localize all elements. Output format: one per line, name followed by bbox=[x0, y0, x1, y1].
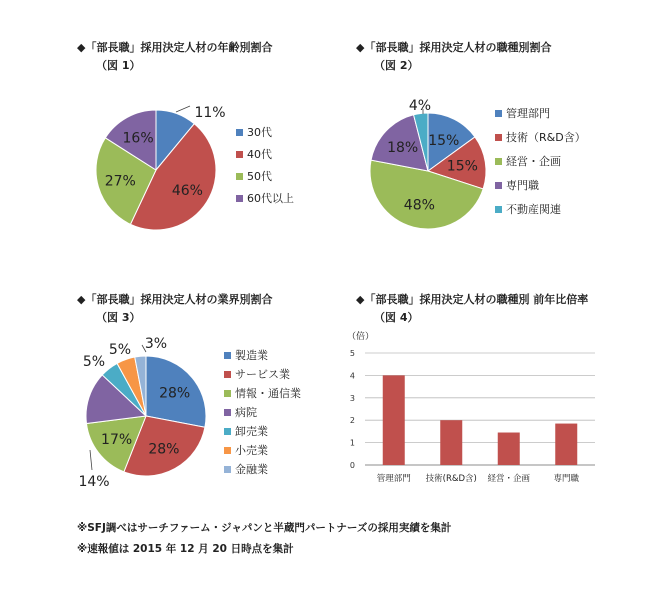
chart-2-value-label-4: 4% bbox=[408, 98, 432, 114]
chart-3-value-label-4: 5% bbox=[82, 354, 106, 370]
chart-4-bar-1 bbox=[440, 420, 462, 465]
chart-2-value-label-1: 15% bbox=[446, 158, 478, 175]
chart-1-legend-swatch-1 bbox=[236, 151, 243, 158]
chart-4-x-tick-3: 専門職 bbox=[553, 474, 580, 484]
chart-3-legend-swatch-4 bbox=[224, 428, 231, 435]
note-1: ※SFJ調べはサーチファーム・ジャパンと半蔵門パートナーズの採用実績を集計 bbox=[77, 522, 452, 534]
chart-3-value-label-3: 14% bbox=[78, 474, 110, 490]
chart-1-legend-swatch-3 bbox=[236, 195, 243, 202]
chart-1-legend-swatch-2 bbox=[236, 173, 243, 180]
chart-3-legend-label-1: サービス業 bbox=[235, 368, 290, 381]
chart-1-pie bbox=[70, 85, 350, 245]
chart-3-legend-label-3: 病院 bbox=[235, 406, 257, 419]
chart-4-y-axis-label: （倍） bbox=[347, 332, 375, 342]
chart-4-x-tick-1: 技術(R&D含) bbox=[425, 474, 477, 484]
chart-3-legend-label-0: 製造業 bbox=[235, 349, 268, 362]
chart-4-subtitle: （図 4） bbox=[374, 311, 419, 324]
chart-4-x-tick-0: 管理部門 bbox=[376, 474, 411, 484]
chart-3-value-label-1: 28% bbox=[148, 441, 180, 458]
chart-3-legend-swatch-2 bbox=[224, 390, 231, 397]
chart-3-value-label-0: 28% bbox=[159, 385, 191, 402]
chart-2-title: ◆「部長職」採用決定人材の職種別割合 bbox=[356, 41, 552, 54]
chart-1-legend-label-3: 60代以上 bbox=[247, 192, 294, 205]
chart-2-legend-label-4: 不動産関連 bbox=[506, 203, 561, 216]
chart-4-y-tick-0: 0 bbox=[349, 461, 355, 470]
chart-3-subtitle: （図 3） bbox=[96, 311, 141, 324]
chart-2-legend-label-3: 専門職 bbox=[506, 179, 539, 192]
chart-4-y-tick-3: 3 bbox=[349, 393, 355, 403]
chart-2-value-label-2: 48% bbox=[403, 197, 435, 214]
chart-3-title: ◆「部長職」採用決定人材の業界別割合 bbox=[77, 293, 273, 306]
chart-1-legend-label-2: 50代 bbox=[247, 170, 272, 183]
chart-1-value-label-2: 27% bbox=[104, 173, 136, 190]
chart-4-bar-3 bbox=[555, 424, 577, 465]
chart-3-value-label-6: 3% bbox=[144, 336, 168, 352]
chart-3-legend-swatch-1 bbox=[224, 371, 231, 378]
chart-2-legend-swatch-4 bbox=[495, 206, 502, 213]
chart-2-legend-swatch-2 bbox=[495, 158, 502, 165]
chart-2-value-label-3: 18% bbox=[387, 140, 419, 157]
chart-4-x-tick-2: 経営・企画 bbox=[487, 474, 531, 484]
chart-1-legend-label-0: 30代 bbox=[247, 126, 272, 139]
chart-1-legend-swatch-0 bbox=[236, 129, 243, 136]
chart-2-legend-swatch-0 bbox=[495, 110, 502, 117]
chart-1-value-label-0: 11% bbox=[194, 105, 226, 121]
chart-4-y-tick-4: 4 bbox=[349, 371, 355, 381]
chart-3-legend-swatch-6 bbox=[224, 466, 231, 473]
chart-4-bar-2 bbox=[498, 433, 520, 465]
chart-2-legend-swatch-3 bbox=[495, 182, 502, 189]
chart-3-legend-label-6: 金融業 bbox=[235, 463, 268, 476]
chart-2-legend-swatch-1 bbox=[495, 134, 502, 141]
chart-3-pie bbox=[70, 330, 350, 495]
chart-4-y-tick-5: 5 bbox=[349, 349, 355, 358]
chart-3-leader-line-3 bbox=[90, 450, 92, 470]
chart-3-legend-swatch-0 bbox=[224, 352, 231, 359]
chart-3-value-label-2: 17% bbox=[101, 431, 133, 448]
note-2: ※速報値は 2015 年 12 月 20 日時点を集計 bbox=[77, 543, 294, 555]
chart-3-legend-label-4: 卸売業 bbox=[235, 425, 268, 438]
chart-4-bar bbox=[335, 325, 615, 495]
chart-3-legend-swatch-3 bbox=[224, 409, 231, 416]
chart-1-legend-label-1: 40代 bbox=[247, 148, 272, 161]
chart-2-legend-label-2: 経営・企画 bbox=[506, 155, 561, 168]
chart-1-subtitle: （図 1） bbox=[96, 59, 141, 72]
chart-3-legend-label-2: 情報・通信業 bbox=[235, 387, 301, 400]
chart-1-title: ◆「部長職」採用決定人材の年齢別割合 bbox=[77, 41, 273, 54]
chart-2-value-label-0: 15% bbox=[428, 132, 460, 149]
chart-3-legend-swatch-5 bbox=[224, 447, 231, 454]
chart-2-legend-label-1: 技術（R&D含） bbox=[506, 131, 586, 144]
chart-1-value-label-1: 46% bbox=[171, 182, 203, 199]
chart-4-bar-0 bbox=[383, 375, 405, 465]
chart-2-subtitle: （図 2） bbox=[374, 59, 419, 72]
chart-4-y-tick-2: 2 bbox=[349, 416, 355, 426]
chart-1-value-label-3: 16% bbox=[122, 130, 154, 147]
chart-2-legend-label-0: 管理部門 bbox=[506, 107, 550, 120]
chart-4-title: ◆「部長職」採用決定人材の職種別 前年比倍率 bbox=[356, 293, 589, 306]
chart-3-legend-label-5: 小売業 bbox=[235, 444, 268, 457]
chart-1-leader-line-0 bbox=[176, 106, 190, 112]
chart-2-pie bbox=[355, 85, 635, 245]
chart-3-value-label-5: 5% bbox=[108, 342, 132, 358]
chart-4-y-tick-1: 1 bbox=[349, 438, 355, 448]
